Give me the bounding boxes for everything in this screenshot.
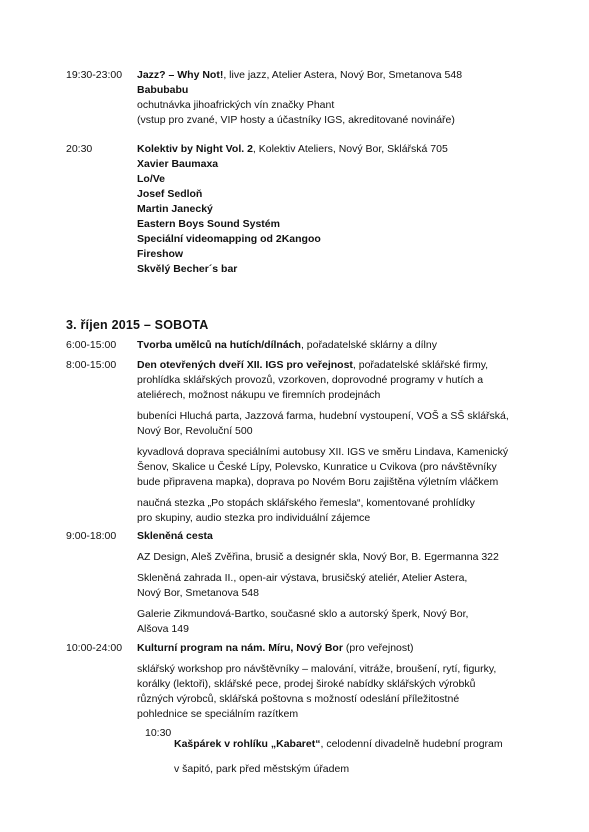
event-title: Kulturní program na nám. Míru, Nový Bor: [137, 642, 343, 654]
sub-event-line: v šapitó, park před městským úřadem: [174, 763, 350, 775]
event-line: naučná stezka „Po stopách sklářského řemesla“, komentované prohlídky: [137, 497, 475, 509]
performer: Fireshow: [137, 248, 184, 260]
event-time: 10:00-24:00: [66, 642, 123, 654]
performer: Skvělý Becher´s bar: [137, 263, 238, 275]
event-time: 9:00-18:00: [66, 530, 117, 542]
event-title: Jazz? – Why Not!: [137, 69, 224, 81]
event-sub-title: Babubabu: [137, 84, 189, 96]
event-line: ateliérech, možnost nákupu ve firemních prodejnách: [137, 389, 381, 401]
event-time: 6:00-15:00: [66, 339, 117, 351]
event-line: různých výrobců, sklářská poštovna s možností odeslání příležitostné: [137, 693, 460, 705]
event-line: bubeníci Hluchá parta, Jazzová farma, hudební vystoupení, VOŠ a SŠ sklářská,: [137, 410, 509, 422]
event-venue: , pořadatelské sklářské firmy,: [352, 359, 489, 371]
event-line: Šenov, Skalice u České Lípy, Polevsko, Kunratice u Cvikova (pro návštěvníky: [137, 461, 497, 473]
event-title: Tvorba umělců na hutích/dílnách: [137, 339, 301, 351]
event-time: 8:00-15:00: [66, 359, 117, 371]
sub-event-details: [174, 726, 514, 788]
sub-event-time: 10:30: [145, 727, 172, 739]
event-line: prohlídka sklářských provozů, vzorkoven, doprovodné programy v hutích a: [137, 374, 484, 386]
event-line: kyvadlová doprava speciálními autobusy XII. IGS ve směru Lindava, Kamenický: [137, 446, 509, 458]
event-details: [137, 142, 517, 277]
event-venue: , pořadatelské sklárny a dílny: [300, 339, 437, 351]
event-venue: , Kolektiv Ateliers, Nový Bor, Sklářská 705: [252, 143, 448, 155]
event-details: [137, 68, 517, 128]
event-details: [137, 358, 517, 526]
performer: Eastern Boys Sound Systém: [137, 218, 280, 230]
event-venue: , live jazz, Atelier Astera, Nový Bor, Smetanova 548: [223, 69, 463, 81]
event-line: pohlednice se speciálním razítkem: [137, 708, 299, 720]
event-time: 20:30: [66, 143, 93, 155]
event-line: sklářský workshop pro návštěvníky – malování, vitráže, broušení, rytí, figurky,: [137, 663, 497, 675]
event-line: bude připravena mapka), doprava po Novém Boru zajištěna výletním vláčkem: [137, 476, 499, 488]
event-line: Skleněná zahrada II., open-air výstava, brusičský ateliér, Atelier Astera,: [137, 572, 468, 584]
performer: Lo/Ve: [137, 173, 166, 185]
event-line: pro skupiny, audio stezka pro individuální zájemce: [137, 512, 371, 524]
performer: Speciální videomapping od 2Kangoo: [137, 233, 321, 245]
performer: Josef Sedloň: [137, 188, 203, 200]
event-line: Nový Bor, Smetanova 548: [137, 587, 259, 599]
performer: Martin Janecký: [137, 203, 213, 215]
day-heading: 3. říjen 2015 – SOBOTA: [66, 318, 209, 332]
event-line: korálky (lektoři), sklářské pece, prodej široké nabídky sklářských výrobků: [137, 678, 476, 690]
event-title: Kolektiv by Night Vol. 2: [137, 143, 253, 155]
performer: Xavier Baumaxa: [137, 158, 219, 170]
event-time: 19:30-23:00: [66, 69, 123, 81]
event-title: Skleněná cesta: [137, 530, 213, 542]
event-venue: (pro veřejnost): [342, 642, 414, 654]
event-details: [137, 641, 517, 722]
sub-event-line: , celodenní divadelně hudební program: [320, 737, 503, 750]
event-line: AZ Design, Aleš Zvěřina, brusič a designér skla, Nový Bor, B. Egermanna 322: [137, 551, 499, 563]
event-details: [137, 529, 517, 637]
event-line: Nový Bor, Revoluční 500: [137, 425, 253, 437]
sub-event-title: Kašpárek v rohlíku „Kabaret“: [174, 737, 321, 750]
event-line: (vstup pro zvané, VIP hosty a účastníky IGS, akreditované novináře): [137, 114, 455, 126]
event-line: Galerie Zikmundová-Bartko, současné sklo a autorský šperk, Nový Bor,: [137, 608, 469, 620]
event-line: ochutnávka jihoafrických vín značky Phant: [137, 99, 335, 111]
event-details: [137, 338, 517, 353]
event-title: Den otevřených dveří XII. IGS pro veřejnost: [137, 359, 353, 371]
event-line: Alšova 149: [137, 623, 189, 635]
